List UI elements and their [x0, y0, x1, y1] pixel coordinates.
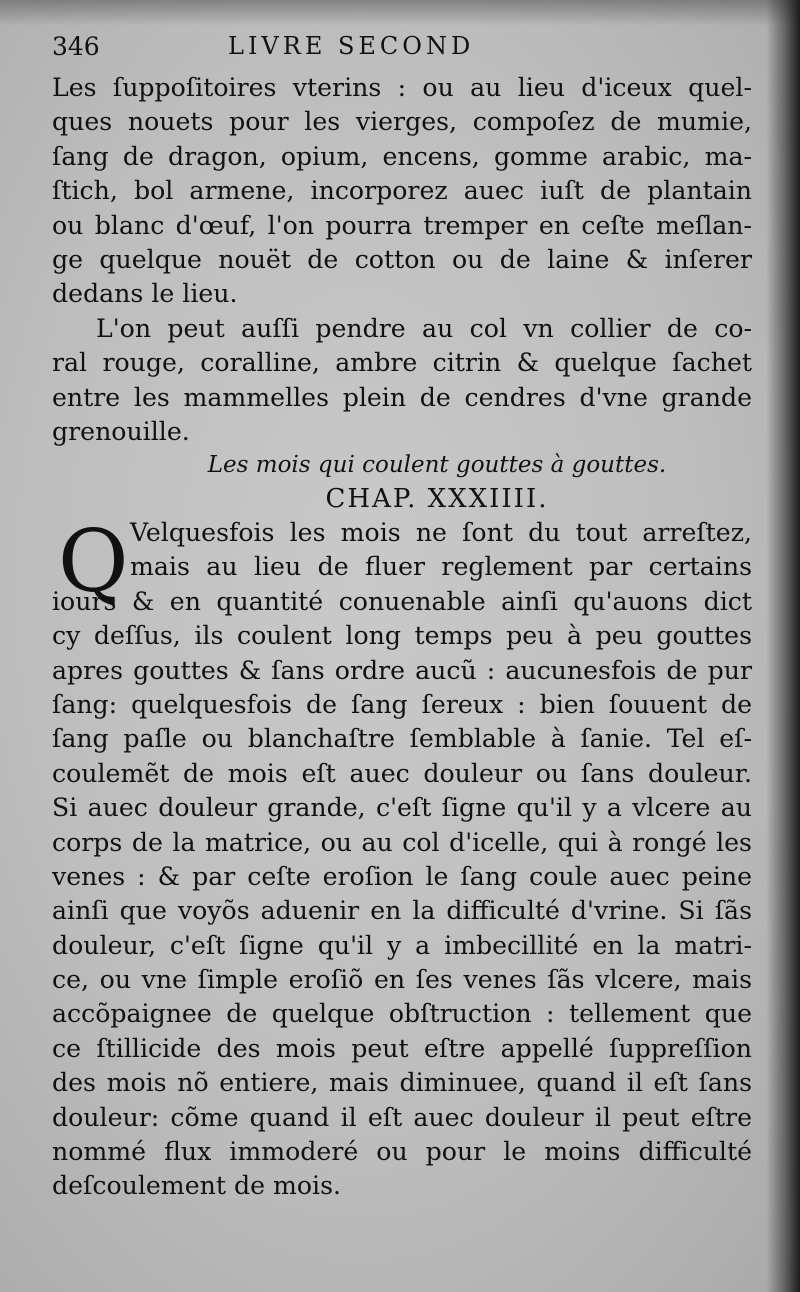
text-line: ſtich, bol armene, incorporez auec iuſt de plantain — [52, 176, 752, 206]
text-line: ſang de dragon, opium, encens, gomme arabic, ma- — [52, 141, 752, 171]
text-line: ainſi que voyõs aduenir en la difficulté d'vrine. Si ſãs — [52, 896, 752, 926]
text-line: mais au lieu de fluer reglement par certains — [130, 552, 752, 582]
text-line: ques nouets pour les vierges, compoſez de mumie, — [52, 107, 752, 137]
running-title: LIVRE SECOND — [228, 32, 475, 60]
running-head — [52, 32, 752, 68]
text-line: Les ſuppoſitoires vterins : ou au lieu d'iceux quel- — [52, 73, 752, 102]
chapter-heading: CHAP. XXXIIII. — [325, 484, 549, 514]
text-line: Si auec douleur grande, c'eſt ſigne qu'il y a vlcere au — [52, 793, 752, 823]
text-line: dedans le lieu. — [52, 279, 238, 309]
text-line: ce, ou vne ſimple eroſiõ en ſes venes ſãs vlcere, mais — [52, 965, 752, 995]
text-line: coulemẽt de mois eſt auec douleur ou ſans douleur. — [52, 758, 752, 788]
text-line: Velquesfois les mois ne ſont du tout arreſtez, — [130, 518, 752, 547]
text-line: grenouille. — [52, 416, 190, 446]
text-line: entre les mammelles plein de cendres d'vne grande — [52, 382, 752, 412]
text-line: douleur: cõme quand il eſt auec douleur il peut eſtre — [52, 1102, 752, 1132]
text-block-chapter — [52, 512, 752, 1204]
text-line: ce ſtillicide des mois peut eſtre appellé ſuppreſſion — [52, 1033, 752, 1063]
section-heading: Les mois qui coulent gouttes à gouttes. — [207, 452, 667, 478]
text-line: ou blanc d'œuf, l'on pourra tremper en ceſte meſlan- — [52, 210, 752, 240]
text-line: douleur, c'eſt ſigne qu'il y a imbecillité en la matri- — [52, 930, 752, 960]
text-line: ſang: quelquesfois de ſang ſereux : bien ſouuent de — [52, 689, 752, 719]
text-line: des mois nõ entiere, mais diminuee, quand il eſt ſans — [52, 1068, 752, 1098]
text-line: apres gouttes & ſans ordre aucũ : aucunesfois de pur — [52, 655, 752, 685]
text-line: venes : & par ceſte eroſion le ſang coule auec peine — [52, 861, 752, 891]
text-line: ſang paſle ou blanchaſtre ſemblable à ſanie. Tel eſ- — [52, 724, 752, 754]
text-line: cy deſſus, ils coulent long temps peu à peu gouttes — [52, 621, 752, 651]
text-line: accõpaignee de quelque obſtruction : tellement que — [52, 999, 752, 1029]
text-line: iours & en quantité conuenable ainſi qu'auons dict — [52, 586, 752, 616]
drop-cap: Q — [58, 512, 129, 612]
text-line: nommé flux immoderé ou pour le moins difficulté — [52, 1137, 752, 1167]
text-line: L'on peut auſſi pendre au col vn collier de co- — [96, 313, 752, 343]
text-line: corps de la matrice, ou au col d'icelle, qui à rongé les — [52, 827, 752, 857]
text-block-top — [52, 71, 752, 449]
page-number: 346 — [52, 32, 100, 61]
text-line: deſcoulement de mois. — [52, 1171, 342, 1201]
text-line: ge quelque nouët de cotton ou de laine & inſerer — [52, 244, 752, 274]
text-line: ral rouge, coralline, ambre citrin & quelque ſachet — [52, 348, 752, 378]
